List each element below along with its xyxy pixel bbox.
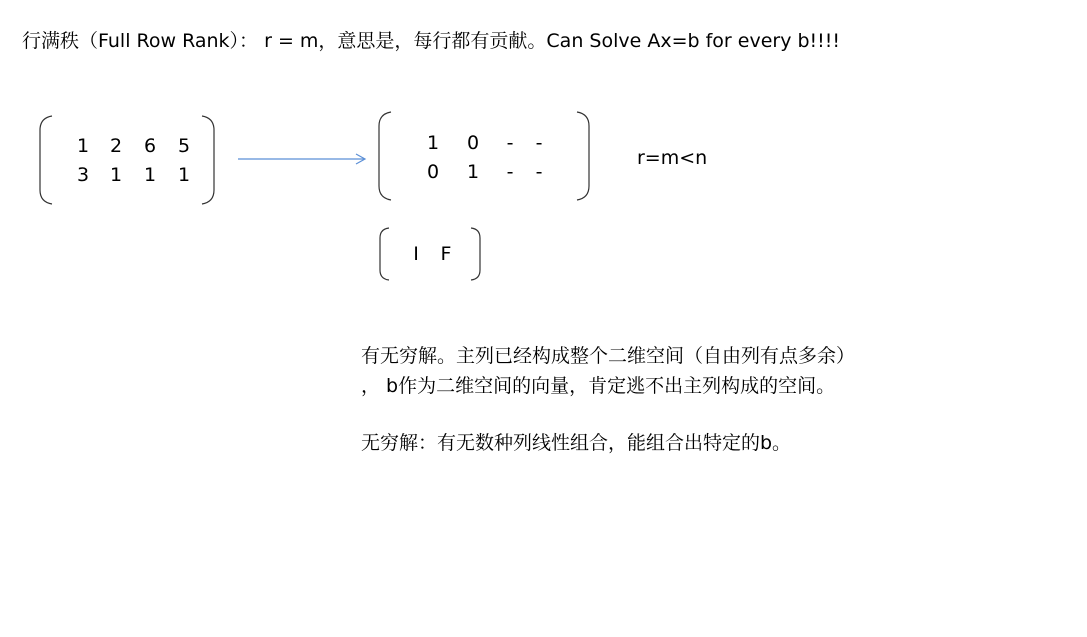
- matrix-r-cell: 1: [426, 132, 440, 154]
- matrix-a-cell: 2: [109, 135, 123, 157]
- matrix-a-cell: 3: [76, 164, 90, 186]
- explanation-line-3: 无穷解：有无数种列线性组合，能组合出特定的b。: [361, 432, 792, 454]
- matrix-r-cell: 0: [426, 161, 440, 183]
- matrix-a-cell: 6: [143, 135, 157, 157]
- matrix-a-cell: 1: [177, 164, 191, 186]
- matrix-a-cell: 1: [143, 164, 157, 186]
- matrix-a: [38, 114, 218, 206]
- matrix-r-cell: 0: [466, 132, 480, 154]
- matrix-r-cell: -: [506, 161, 514, 183]
- matrix-r-cell: -: [535, 132, 543, 154]
- matrix-r: [377, 110, 593, 202]
- matrix-r-brackets: [377, 110, 593, 202]
- arrow-icon: [236, 152, 370, 166]
- matrix-block-cell: F: [440, 243, 452, 265]
- matrix-a-cell: 1: [76, 135, 90, 157]
- page-title: 行满秩（Full Row Rank）： r = m，意思是，每行都有贡献。Can Solve Ax=b for every b!!!!: [22, 30, 841, 52]
- matrix-a-cell: 1: [109, 164, 123, 186]
- explanation-line-1: 有无穷解。主列已经构成整个二维空间（自由列有点多余）: [361, 345, 856, 367]
- matrix-a-brackets: [38, 114, 218, 206]
- matrix-block: [377, 226, 485, 282]
- explanation-line-2: ， b作为二维空间的向量，肯定逃不出主列构成的空间。: [361, 375, 836, 397]
- matrix-block-cell: I: [413, 243, 419, 265]
- matrix-r-cell: 1: [466, 161, 480, 183]
- matrix-a-cell: 5: [177, 135, 191, 157]
- rank-label: r=m<n: [637, 147, 708, 169]
- matrix-r-cell: -: [535, 161, 543, 183]
- matrix-r-cell: -: [506, 132, 514, 154]
